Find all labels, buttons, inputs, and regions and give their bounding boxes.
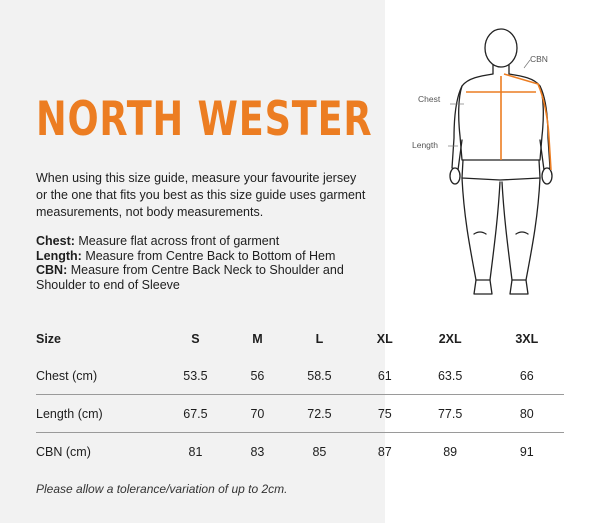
body-outline-icon (400, 18, 585, 303)
table-cell: 91 (490, 433, 564, 471)
table-cell: 89 (411, 433, 490, 471)
measurement-definitions (36, 234, 376, 292)
table-cell: 83 (235, 433, 280, 471)
definition-term: Length: (36, 248, 82, 263)
table-cell: 66 (519, 368, 534, 383)
intro-text: When using this size guide, measure your favourite jersey or the one that fits you best as this size guide uses garment measurements, not body measurements. (36, 171, 366, 219)
table-cell: 75 (359, 395, 411, 433)
table-row (36, 395, 564, 433)
table-cell: 81 (156, 433, 235, 471)
table-cell: 58.5 (307, 368, 332, 383)
table-cell: 70 (235, 395, 280, 433)
definition-chest (36, 234, 376, 249)
row-label: CBN (cm) (36, 433, 156, 471)
label-length: Length (412, 140, 438, 150)
definition-text: Measure from Centre Back Neck to Shoulder and Shoulder to end of Sleeve (36, 263, 344, 292)
column-header: XL (376, 331, 393, 346)
column-header: Size (36, 331, 62, 346)
column-header: 2XL (438, 331, 462, 346)
label-chest: Chest (418, 94, 441, 104)
column-header: M (252, 331, 263, 346)
size-table (36, 320, 564, 470)
definition-text: Measure from Centre Back to Bottom of Hem (85, 248, 336, 263)
row-label: Chest (cm) (36, 368, 98, 383)
table-cell: 61 (377, 368, 392, 383)
table-header-row (36, 320, 564, 357)
definition-length (36, 249, 376, 264)
column-header: 3XL (515, 331, 539, 346)
table-cell: 87 (359, 433, 411, 471)
table-cell: 85 (280, 433, 359, 471)
table-cell: 80 (490, 395, 564, 433)
tolerance-note: Please allow a tolerance/variation of up to 2cm. (36, 482, 288, 496)
label-cbn: CBN (530, 54, 548, 64)
table-cell: 56 (250, 368, 265, 383)
table-cell: 72.5 (280, 395, 359, 433)
row-label: Length (cm) (36, 395, 156, 433)
definition-text: Measure flat across front of garment (78, 234, 280, 248)
column-header: L (315, 331, 324, 346)
table-cell: 63.5 (437, 368, 463, 383)
page-title: NORTH WESTER (36, 92, 373, 147)
definition-term: Chest: (36, 234, 75, 248)
table-row (36, 357, 564, 395)
definition-cbn (36, 263, 376, 292)
column-header: S (191, 331, 200, 346)
table-cell: 53.5 (183, 368, 208, 383)
table-cell: 67.5 (156, 395, 235, 433)
definition-term: CBN: (36, 263, 68, 277)
table-cell: 77.5 (411, 395, 490, 433)
table-row (36, 433, 564, 471)
